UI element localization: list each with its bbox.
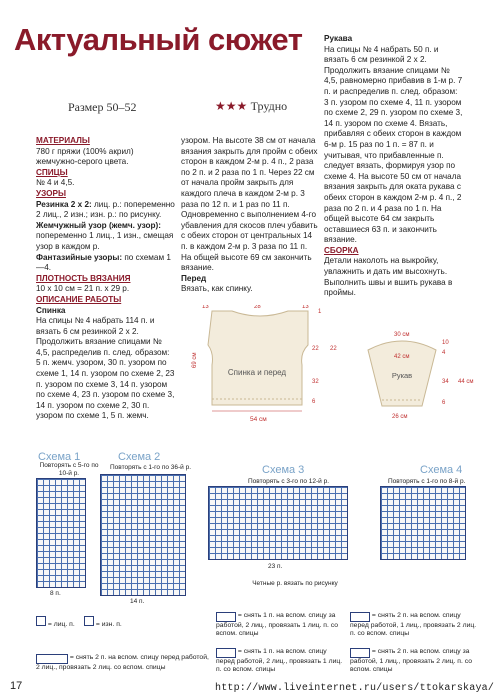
difficulty-label: Трудно [250,99,288,113]
assembly-heading: СБОРКА [324,245,359,255]
dim-13a: 13 [202,305,209,310]
dim-6: 6 [312,399,316,405]
dim-1: 1 [318,309,322,315]
scheme3-note: Повторять с 3-го по 12-й р. [248,478,330,485]
scheme2-title: Схема 2 [118,451,161,463]
scheme4-title: Схема 4 [420,464,463,476]
dim-6s: 6 [442,400,446,406]
dim-30: 30 см [394,332,410,338]
middle-column [181,136,318,295]
pearl-text: попеременно 1 лиц., 1 изн., смещая узор в каждом р. [36,231,174,251]
scheme2-width: 14 п. [130,598,145,605]
dim-42: 42 см [394,354,410,360]
purl-symbol [84,616,94,626]
body-label: Спинка и перед [227,368,287,377]
legend-3 [216,648,346,674]
needles-text: № 4 и 4,5. [36,178,75,188]
left-column [36,136,176,422]
dim-44: 44 см [458,379,474,385]
legend-4-text: = снять 2 п. на вспом. спицу за работой, 1 лиц., провязать 2 лиц. п. со вспом. спицы [350,648,473,673]
dim-32: 32 [312,379,319,385]
scheme3-bottom-note: Четные р. вязать по рисунку [252,580,338,587]
patterns-heading: УЗОРЫ [36,188,66,198]
right-column [324,34,464,299]
scheme1-note: Повторять с 5-го по 10-й р. [39,462,99,477]
description-heading: ОПИСАНИЕ РАБОТЫ [36,294,122,304]
dim-54: 54 см [250,416,267,423]
dim-34: 34 [442,379,449,385]
legend-2 [350,612,480,638]
body-pattern-diagram [190,305,350,425]
dim-26: 26 см [392,414,408,420]
page-number: 17 [10,680,23,692]
legend-purl [84,616,122,629]
materials-text: 780 г пряжи (100% акрил) жемчужно-серого цвета. [36,146,134,167]
rib-label: Резинка 2 х 2: [36,199,92,209]
front-heading: Перед [181,273,207,283]
scheme1-grid [36,478,86,588]
cable-2-symbol [350,612,370,622]
scheme1-width: 8 п. [50,590,61,597]
cable-5-symbol [36,654,68,664]
density-text: 10 х 10 см = 21 п. х 29 р. [36,284,130,294]
dim-69: 69 см [192,352,198,368]
front-text: Вязать, как спинку. [181,284,253,294]
size-label: Размер 50–52 [68,100,137,114]
dim-10: 10 [442,340,449,346]
sleeves-text: На спицы № 4 набрать 50 п. и вязать 6 см резинкой 2 х 2. Продолжить вязание спицами № 4,5, равномерно прибавив в 1-м р. 7 п. и распределив п. след. образом: 3 п. узором по схеме 4, 11 п. узором по схеме 2, 29 п. узором по схеме 3, 14 п. узором по схеме 4. Вязать, прибавляя с обеих сторон в каждом 6-м р. 15 раз по 1 п. = 87 п. и учитывая, что прибавленные п. следует вязать, формируя узор по схеме 4. На высоте 50 см от начала вязания закрыть для оката рукава с обеих сторон в каждом 2-м р. 4 п., 2 раза по 2 п. и 4 раза по 1 п. На общей высоте 64 см закрыть оставшиеся 63 п. и закончить вязание. [324,44,463,245]
legend-1-text: = снять 1 п. на вспом. спицу за работой, 2 лиц., провязать 1 лиц. п. со вспом. спицы [216,612,339,637]
sleeve-label: Рукав [391,371,413,380]
materials-heading: МАТЕРИАЛЫ [36,136,90,145]
dim-4: 4 [442,350,446,356]
back-text: На спицы № 4 набрать 114 п. и вязать 6 см резинкой 2 х 2. Продолжить вязание спицами № 4,5, распределив п. след. образом: 5 п. жемч. узором, 30 п. узором по схеме 1, 14 п. узором по схеме 2, 23 п. узором по схеме 3, 14 п. узором по схеме 4, 23 п. узором по схеме 3, 14 п. узором по схеме 2, 30 п. узором по схеме 1, 5 п. жемч. [36,316,175,421]
page-title: Актуальный сюжет [14,22,303,57]
scheme2-grid [100,474,186,596]
scheme4-grid [380,486,466,560]
legend-1 [216,612,346,638]
dim-28: 28 [254,305,261,310]
dim-22b: 22 [330,346,337,352]
pearl-label: Жемчужный узор (жемч. узор): [36,220,161,230]
legend-4 [350,648,480,674]
fancy-text: по схемам 1—4. [36,252,171,273]
legend-knit-text: = лиц. п. [47,621,75,628]
scheme4-note: Повторять с 1-го по 8-й р. [388,478,466,485]
sleeve-pattern-diagram [362,328,482,428]
legend-knit [36,616,75,629]
source-url[interactable]: http://www.liveinternet.ru/users/ttokarskaya/ [215,683,495,694]
rib-text: лиц. р.: попеременно 2 лиц., 2 изн.; изн. р.: по рисунку. [36,199,175,220]
scheme2-note: Повторять с 1-го по 36-й р. [110,464,192,471]
scheme3-grid [208,486,348,560]
back-text-cont: узором. На высоте 38 см от начала вязания закрыть для пройм с обеих сторон в каждом 2-м р. 4 п., 2 раза по 2 п. и 2 раза по 1 п. Через 22 см от начала пройм закрыть для каждого плеча в каждом 2-м р. 3 раза по 12 п. и 1 раз по 11 п. Одновременно с выполнением 4-го убавления для скосов плеч убавить с обеих сторон от центральных 14 п. в каждом 2-м р. 3 раза по 11 п. На общей высоте 69 см закончить вязание. [181,136,318,273]
legend-5-text: = снять 2 п. на вспом. спицу перед работой, 2 лиц., провязать 2 лиц. со вспом. спицы [36,654,209,671]
back-heading: Спинка [36,305,66,315]
scheme3-title: Схема 3 [262,464,305,476]
needles-heading: СПИЦЫ [36,167,68,177]
legend-5 [36,654,211,672]
knit-symbol [36,616,46,626]
assembly-text: Детали наколоть на выкройку, увлажнить и дать им высохнуть. Выполнить швы и вшить рукава в проймы. [324,256,453,298]
dim-13b: 13 [302,305,309,310]
difficulty-stars: ★★★ [215,99,248,113]
cable-4-symbol [350,648,370,658]
fancy-label: Фантазийные узоры: [36,252,123,262]
sleeves-heading: Рукава [324,34,353,43]
scheme3-width: 23 п. [268,563,283,570]
scheme1-title: Схема 1 [38,451,81,463]
density-heading: ПЛОТНОСТЬ ВЯЗАНИЯ [36,273,131,283]
difficulty [215,99,287,114]
dim-22a: 22 [312,346,319,352]
cable-3-symbol [216,648,236,658]
legend-2-text: = снять 2 п. на вспом. спицу перед работой, 1 лиц., провязать 2 лиц. п. со вспом. спицы [350,612,477,637]
legend-3-text: = снять 1 п. на вспом. спицу перед работой, 2 лиц., провязать 1 лиц. п. со вспом. спицы [216,648,343,673]
legend-purl-text: = изн. п. [95,621,122,628]
cable-1-symbol [216,612,236,622]
